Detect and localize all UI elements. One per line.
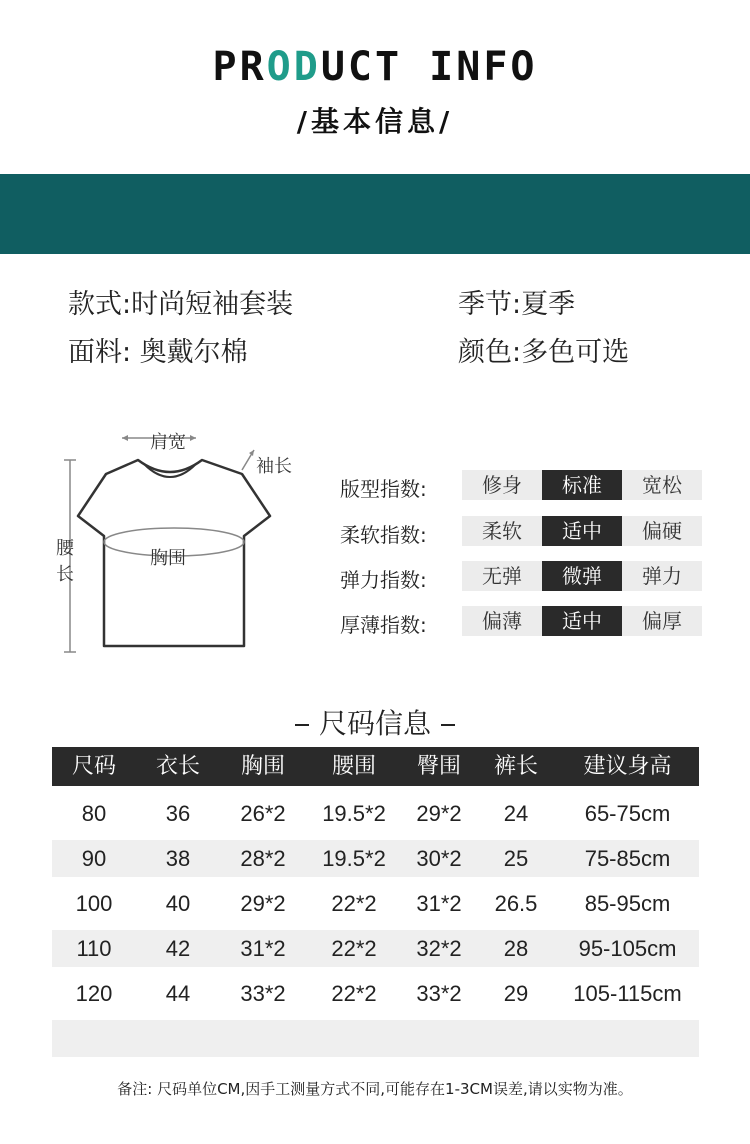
table-cell: 24 xyxy=(503,801,529,826)
table-cell: 33*2 xyxy=(240,981,286,1006)
table-cell: 31*2 xyxy=(416,891,462,916)
index-option: 无弹 xyxy=(462,561,542,591)
index-option-selected: 微弹 xyxy=(542,561,622,591)
table-cell: 29*2 xyxy=(416,801,462,826)
info-fabric: 面料: 奥戴尔棉 xyxy=(68,337,248,368)
table-cell: 28 xyxy=(503,936,529,961)
page-title-en: PRODUCT INFO xyxy=(212,44,538,90)
table-cell: 31*2 xyxy=(240,936,286,961)
table-cell: 19.5*2 xyxy=(322,801,386,826)
title-highlight: OD xyxy=(266,44,321,90)
index-option: 偏厚 xyxy=(622,606,702,636)
column-header: 臀围 xyxy=(416,754,461,779)
table-cell: 42 xyxy=(165,936,191,961)
index-option: 偏硬 xyxy=(622,516,702,546)
index-option: 偏薄 xyxy=(462,606,542,636)
header-band xyxy=(0,174,750,254)
table-cell: 38 xyxy=(165,846,191,871)
page-subtitle: /基本信息/ xyxy=(296,105,454,138)
size-note: 备注: 尺码单位CM,因手工测量方式不同,可能存在1-3CM误差,请以实物为准。 xyxy=(117,1080,633,1098)
index-option: 修身 xyxy=(462,470,542,500)
table-cell: 40 xyxy=(165,891,191,916)
table-cell: 100 xyxy=(75,891,113,916)
index-option: 柔软 xyxy=(462,516,542,546)
table-cell: 22*2 xyxy=(331,936,377,961)
table-cell: 25 xyxy=(503,846,529,871)
size-heading: 尺码信息 xyxy=(0,702,750,742)
table-cell: 105-115cm xyxy=(573,981,682,1006)
table-cell: 19.5*2 xyxy=(322,846,386,871)
table-cell: 29*2 xyxy=(240,891,286,916)
column-header: 腰围 xyxy=(331,754,376,779)
heading-dash-right xyxy=(441,724,455,726)
table-cell: 26.5 xyxy=(494,891,538,916)
label-shoulder: 肩宽 xyxy=(150,432,186,453)
table-row xyxy=(52,885,699,922)
table-row-empty xyxy=(52,1020,699,1057)
label-waist-1: 腰 xyxy=(56,538,74,559)
table-cell: 80 xyxy=(81,801,107,826)
label-sleeve: 袖长 xyxy=(256,456,292,477)
index-option: 宽松 xyxy=(622,470,702,500)
label-chest: 胸围 xyxy=(150,548,186,569)
table-cell: 44 xyxy=(165,981,191,1006)
table-cell: 75-85cm xyxy=(584,846,671,871)
table-cell: 30*2 xyxy=(416,846,462,871)
column-header: 胸围 xyxy=(240,754,285,779)
index-option-selected: 标准 xyxy=(542,470,622,500)
index-option-selected: 适中 xyxy=(542,606,622,636)
table-cell: 90 xyxy=(81,846,107,871)
label-waist-2: 长 xyxy=(56,564,74,585)
table-cell: 65-75cm xyxy=(584,801,671,826)
index-label: 版型指数: xyxy=(340,477,427,501)
index-option: 弹力 xyxy=(622,561,702,591)
index-option-selected: 适中 xyxy=(542,516,622,546)
table-cell: 95-105cm xyxy=(578,936,677,961)
index-label: 弹力指数: xyxy=(340,568,427,592)
table-cell: 85-95cm xyxy=(584,891,671,916)
table-row xyxy=(52,930,699,967)
info-season: 季节:夏季 xyxy=(458,289,576,320)
table-cell: 33*2 xyxy=(416,981,462,1006)
size-table-header xyxy=(52,747,699,786)
table-cell: 28*2 xyxy=(240,846,286,871)
table-row xyxy=(52,840,699,877)
table-row xyxy=(52,975,699,1012)
info-color: 颜色:多色可选 xyxy=(458,337,630,368)
table-cell: 22*2 xyxy=(331,981,377,1006)
index-label: 柔软指数: xyxy=(340,523,427,547)
table-cell: 32*2 xyxy=(416,936,462,961)
info-style: 款式:时尚短袖套装 xyxy=(68,289,294,320)
index-label: 厚薄指数: xyxy=(340,613,427,637)
column-header: 裤长 xyxy=(493,754,538,779)
table-cell: 36 xyxy=(165,801,191,826)
table-cell: 120 xyxy=(75,981,113,1006)
table-cell: 26*2 xyxy=(240,801,286,826)
column-header: 衣长 xyxy=(155,754,200,779)
table-row xyxy=(52,795,699,832)
table-cell: 22*2 xyxy=(331,891,377,916)
heading-dash-left xyxy=(295,724,309,726)
table-cell: 29 xyxy=(503,981,529,1006)
column-header: 尺码 xyxy=(71,754,116,779)
table-cell: 110 xyxy=(76,936,112,961)
column-header: 建议身高 xyxy=(583,754,672,779)
